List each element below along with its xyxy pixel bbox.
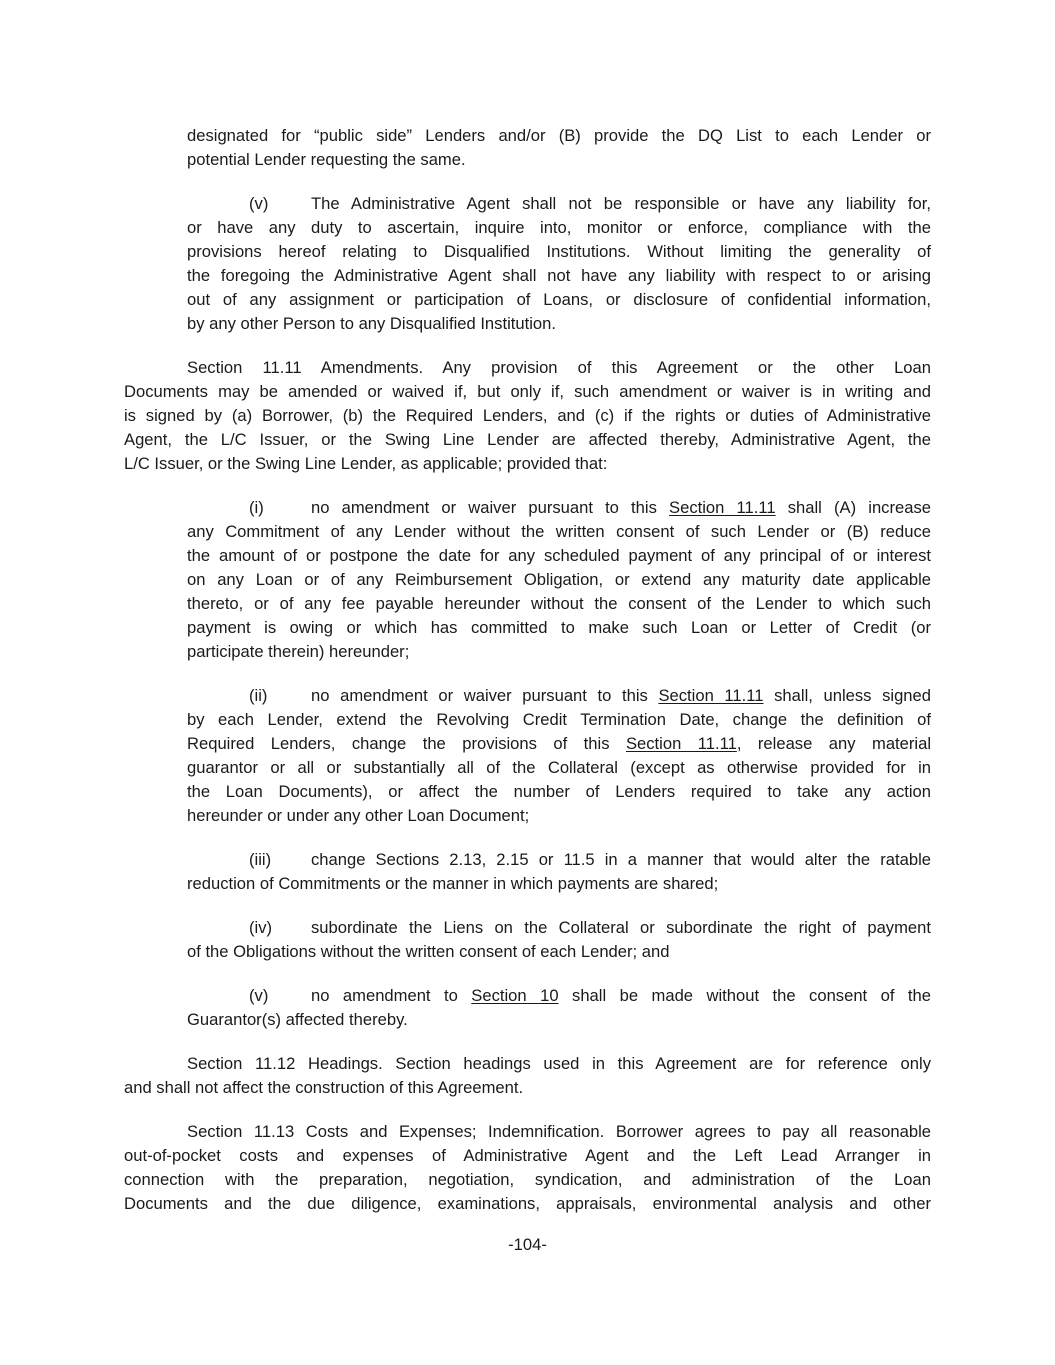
text-line: by each Lender, extend the Revolving Credit Termination Date, change the definition of: [187, 710, 931, 729]
text-line: the Loan Documents), or affect the number of Lenders required to take any action: [187, 782, 931, 801]
clause-label: (iv): [249, 918, 273, 937]
text-line: Section 11.13 Costs and Expenses; Indemnification. Borrower agrees to pay all reasonable: [187, 1122, 931, 1141]
text-line: (iv) subordinate the Liens on the Collateral or subordinate the right of payment: [187, 916, 931, 940]
clause-item: [187, 192, 931, 336]
clause-item: [187, 848, 931, 896]
text-line: designated for “public side” Lenders and/or (B) provide the DQ List to each Lender or: [187, 126, 931, 145]
clause-item: [187, 684, 931, 828]
clause-item: [187, 496, 931, 664]
text-line: or have any duty to ascertain, inquire into, monitor or enforce, compliance with the: [187, 218, 931, 237]
paragraph: [187, 124, 931, 172]
text-line: hereunder or under any other Loan Document;: [187, 806, 530, 825]
text-line: and shall not affect the construction of this Agreement.: [124, 1078, 524, 1097]
text-line: Guarantor(s) affected thereby.: [187, 1010, 408, 1029]
text-line: the amount of or postpone the date for any scheduled payment of any principal of or interest: [187, 546, 931, 565]
text-line: (ii) no amendment or waiver pursuant to this Section 11.11 shall, unless signed: [187, 684, 931, 708]
text-line: on any Loan or of any Reimbursement Obligation, or extend any maturity date applicable: [187, 570, 931, 589]
section-reference: Section 11.11: [625, 734, 737, 753]
text-line: Required Lenders, change the provisions of this Section 11.11, release any material: [187, 734, 932, 753]
document-body: [124, 124, 931, 1236]
page-number: -104-: [508, 1235, 547, 1254]
text-line: (v) The Administrative Agent shall not be responsible or have any liability for,: [187, 192, 931, 216]
text-line: payment is owing or which has committed to make such Loan or Letter of Credit (or: [187, 618, 931, 637]
section-reference: Section 11.11: [658, 686, 764, 705]
text-line: L/C Issuer, or the Swing Line Lender, as applicable; provided that:: [124, 454, 608, 473]
section-reference: Section 11.11: [669, 498, 776, 517]
text-line: (iii) change Sections 2.13, 2.15 or 11.5 in a manner that would alter the ratable: [187, 848, 931, 872]
text-line: Section 11.11 Amendments. Any provision of this Agreement or the other Loan: [187, 358, 931, 377]
text-line: Section 11.12 Headings. Section headings used in this Agreement are for reference only: [187, 1054, 931, 1073]
text-line: reduction of Commitments or the manner in which payments are shared;: [187, 874, 719, 893]
text-line: potential Lender requesting the same.: [187, 150, 466, 169]
text-line: guarantor or all or substantially all of the Collateral (except as otherwise provided for in: [187, 758, 931, 777]
clause-item: [187, 916, 931, 964]
text-line: thereto, or of any fee payable hereunder without the consent of the Lender to which such: [187, 594, 931, 613]
section-reference: Section 10: [471, 986, 559, 1005]
text-line: (i) no amendment or waiver pursuant to this Section 11.11 shall (A) increase: [187, 496, 931, 520]
clause-label: (iii): [249, 850, 272, 869]
text-line: any Commitment of any Lender without the written consent of such Lender or (B) reduce: [187, 522, 931, 541]
clause-label: (v): [249, 194, 269, 213]
text-line: connection with the preparation, negotiation, syndication, and administration of the Loan: [124, 1170, 931, 1189]
clause-label: (v): [249, 986, 269, 1005]
text-line: Documents and the due diligence, examinations, appraisals, environmental analysis and other: [124, 1194, 931, 1213]
clause-label: (i): [249, 498, 264, 517]
text-line: out of any assignment or participation of Loans, or disclosure of confidential information,: [187, 290, 931, 309]
text-line: is signed by (a) Borrower, (b) the Required Lenders, and (c) if the rights or duties of Administrative: [124, 406, 931, 425]
section-paragraph: [124, 356, 931, 476]
text-line: by any other Person to any Disqualified Institution.: [187, 314, 556, 333]
text-line: out-of-pocket costs and expenses of Administrative Agent and the Left Lead Arranger in: [124, 1146, 931, 1165]
text-line: (v) no amendment to Section 10 shall be made without the consent of the: [187, 984, 931, 1008]
clause-label: (ii): [249, 686, 268, 705]
text-line: provisions hereof relating to Disqualified Institutions. Without limiting the generality of: [187, 242, 931, 261]
text-line: participate therein) hereunder;: [187, 642, 410, 661]
text-line: Documents may be amended or waived if, but only if, such amendment or waiver is in writing and: [124, 382, 931, 401]
text-line: of the Obligations without the written consent of each Lender; and: [187, 942, 670, 961]
section-paragraph: [124, 1052, 931, 1100]
section-paragraph: [124, 1120, 931, 1216]
text-line: the foregoing the Administrative Agent shall not have any liability with respect to or arising: [187, 266, 931, 285]
clause-item: [187, 984, 931, 1032]
text-line: Agent, the L/C Issuer, or the Swing Line Lender are affected thereby, Administrative Agent, the: [124, 430, 931, 449]
